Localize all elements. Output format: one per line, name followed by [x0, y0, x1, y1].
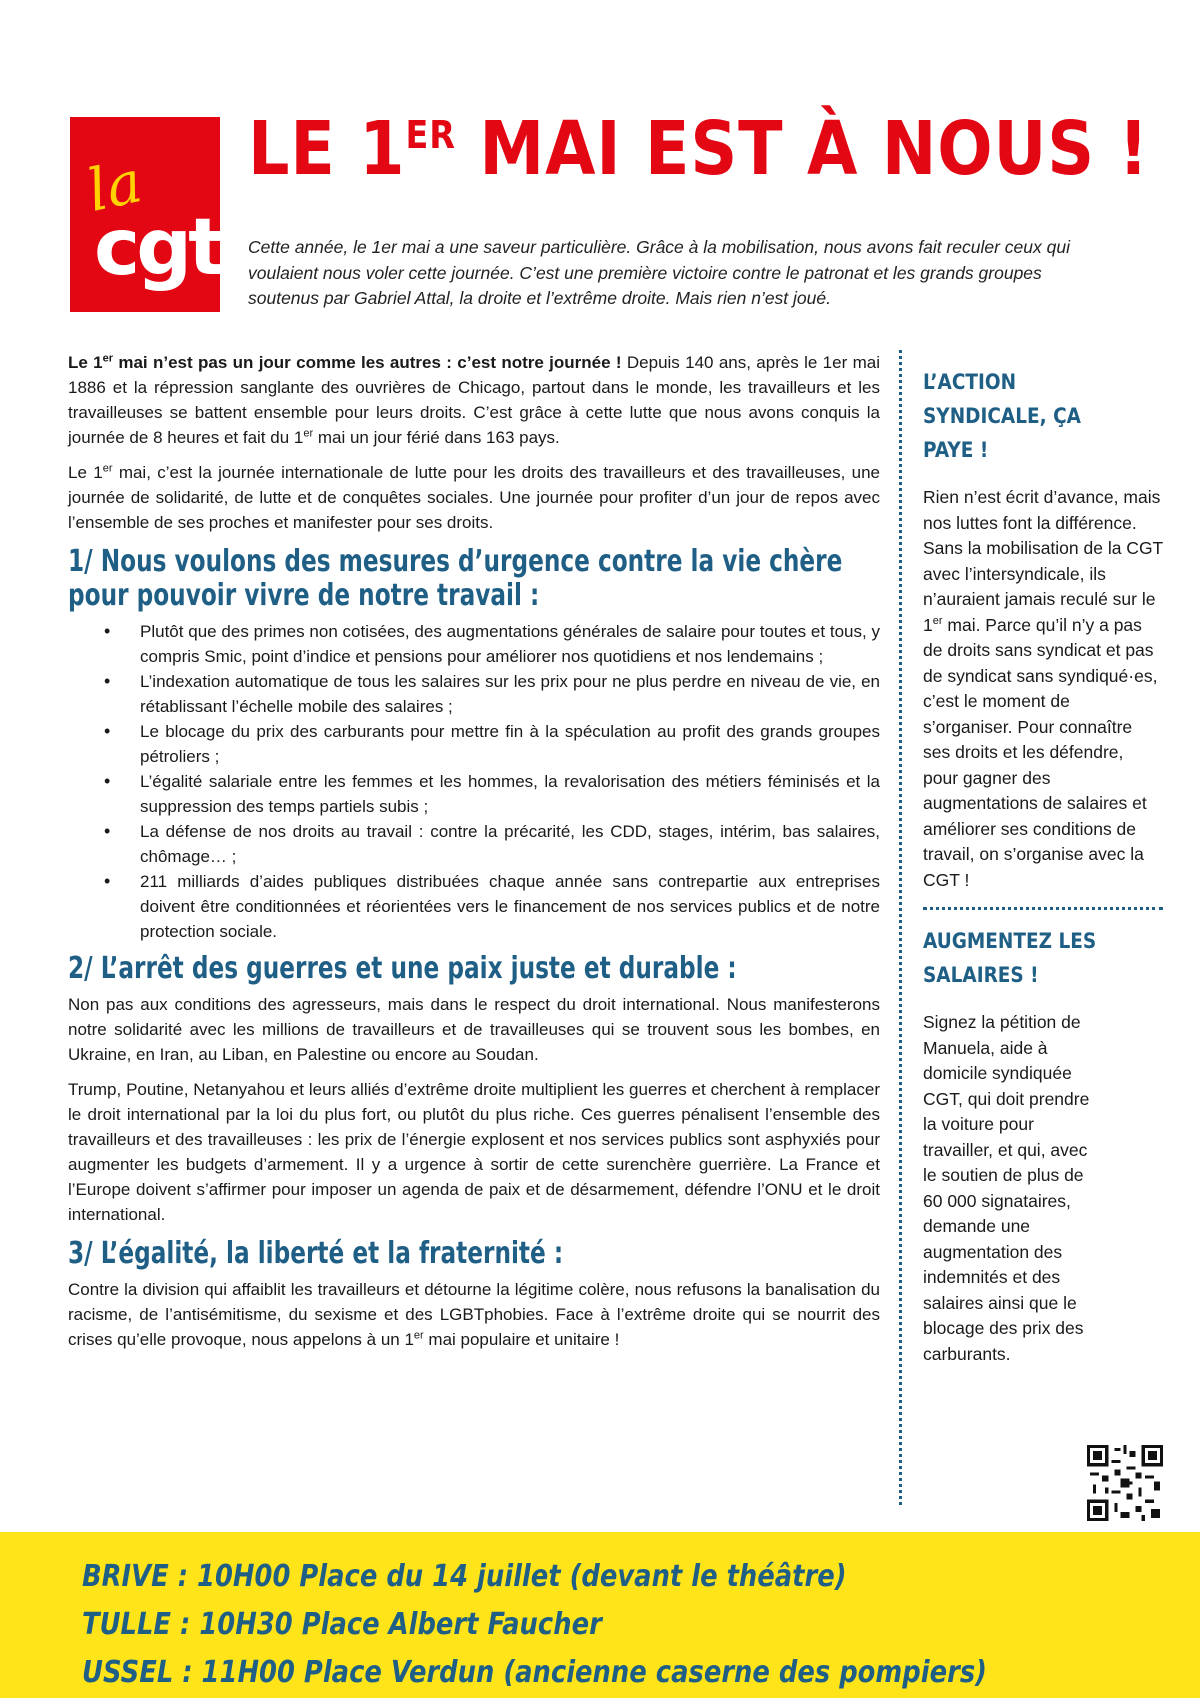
footer-line-ussel: USSEL : 11H00 Place Verdun (ancienne caserne des pompiers): [82, 1655, 987, 1690]
footer-banner: [0, 1532, 1200, 1698]
title-pre: LE 1: [248, 106, 406, 192]
sidebar-paragraph-2: Signez la pétition de Manuela, aide à domicile syndiquée CGT, qui doit prendre la voiture pour travailler, et qui, avec le soutien de plus de 60 000 signataires, demande une augmentation des indemnités et des salaires ainsi que le blocage des prix des carburants.: [923, 1012, 1090, 1364]
title-sup: ER: [405, 113, 456, 157]
logo-cgt: cgt: [94, 203, 222, 293]
paragraph-2: Le 1er mai, c’est la journée internationale de lutte pour les droits des travailleurs et des travailleuses, une journée de solidarité, de lutte et de conquêtes sociales. Une journée pour profiter d’un jour de repos avec l’ensemble de ses proches et manifester pour ses droits.: [68, 462, 880, 532]
intro-text: Cette année, le 1er mai a une saveur particulière. Grâce à la mobilisation, nous avons fait reculer ceux qui voulaient nous voler cette journée. C’est une première victoire contre le patronat et les grands groupes soutenus par Gabriel Attal, la droite et l’extrême droite. Mais rien n’est joué.: [248, 237, 1070, 308]
list-item: • 211 milliards d’aides publiques distribuées chaque année sans contrepartie aux entreprises doivent être conditionnées et réorientées vers le financement de nos services publics et de notre protection sociale.: [68, 869, 880, 944]
paragraph-1-lead: Le 1er mai n’est pas un jour comme les autres : c’est notre journée !: [68, 352, 622, 372]
sidebar-paragraph-1: Rien n’est écrit d’avance, mais nos luttes font la différence. Sans la mobilisation de la CGT avec l’intersyndicale, ils n’auraient jamais reculé sur le 1er mai. Parce qu’il n’y a pas de droits sans syndicat et pas de syndicat sans syndiqué·es, c’est le moment de s’organiser. Pour connaître ses droits et les défendre, pour gagner des augmentations de salaires et améliorer ses conditions de travail, on s’organise avec la CGT !: [923, 487, 1163, 890]
list-item: • La défense de nos droits au travail : contre la précarité, les CDD, stages, intérim, bas salaires, chômage… ;: [68, 819, 880, 869]
logo-la: la: [81, 147, 148, 225]
main-column: [68, 350, 880, 1362]
paragraph-5: Contre la division qui affaiblit les travailleurs et détourne la légitime colère, nous refusons la banalisation du racisme, de l’antisémitisme, du sexisme et des LGBTphobies. Face à l’extrême droite qui se nourrit des crises qu’elle provoque, nous appelons à un 1er mai populaire et unitaire !: [68, 1280, 880, 1349]
paragraph-3: Non pas aux conditions des agresseurs, mais dans le respect du droit international. Nous manifesterons notre solidarité avec les millions de travailleurs et de travailleuses qui se trouvent sous les bombes, en Ukraine, en Iran, au Liban, en Palestine ou encore au Soudan.: [68, 995, 880, 1064]
cgt-logo: [70, 117, 220, 312]
sidebar-heading-2: AUGMENTEZ LES SALAIRES !: [923, 929, 1097, 987]
paragraph-1: Le 1er mai n’est pas un jour comme les autres : c’est notre journée ! Depuis 140 ans, après le 1er mai 1886 et la répression sanglante des ouvrières de Chicago, partout dans le monde, les travailleurs et les travailleuses se battent ensemble pour leurs droits. C’est grâce à cette lutte que nous avons conquis la journée de 8 heures et fait du 1er mai un jour férié dans 163 pays.: [68, 352, 880, 447]
column-divider: [899, 350, 902, 1505]
list-item: • Le blocage du prix des carburants pour mettre fin à la spéculation au profit des grands groupes pétroliers ;: [68, 719, 880, 769]
footer-line-brive: BRIVE : 10H00 Place du 14 juillet (devant le théâtre): [82, 1559, 847, 1594]
footer-line-tulle: TULLE : 10H30 Place Albert Faucher: [82, 1607, 602, 1642]
demands-list: [68, 619, 880, 944]
list-item: • Plutôt que des primes non cotisées, des augmentations générales de salaire pour toutes et tous, y compris Smic, point d’indice et pensions pour améliorer nos quotidiens et nos lendemains ;: [68, 619, 880, 669]
sidebar: [923, 365, 1163, 1367]
paragraph-4: Trump, Poutine, Netanyahou et leurs alliés d’extrême droite multiplient les guerres et cherchent à remplacer le droit international par la loi du plus fort, ou plutôt du plus riche. Ces guerres pénalisent l’ensemble des travailleurs et des travailleuses : les prix de l’énergie explosent et nos services publics sont asphyxiés pour augmenter les budgets d’armement. Il y a urgence à sortir de cette surenchère guerrière. La France et l’Europe doivent s’affirmer pour imposer un agenda de paix et de désarmement, défendre l’ONU et le droit international.: [68, 1080, 880, 1224]
sidebar-divider: [923, 907, 1163, 910]
section-heading-1: 1/ Nous voulons des mesures d’urgence contre la vie chère pour pouvoir vivre de notre travail :: [68, 544, 843, 613]
qr-code-icon[interactable]: [1087, 1445, 1163, 1521]
title-post: MAI EST À NOUS !: [455, 106, 1150, 192]
page-title: [248, 106, 1150, 192]
section-heading-2: 2/ L’arrêt des guerres et une paix juste et durable :: [68, 951, 737, 986]
list-item: • L’indexation automatique de tous les salaires sur les prix pour ne plus perdre en niveau de vie, en rétablissant l’échelle mobile des salaires ;: [68, 669, 880, 719]
sidebar-heading-1: L’ACTION SYNDICALE, ÇA PAYE !: [923, 370, 1081, 462]
section-heading-3: 3/ L’égalité, la liberté et la fraternité :: [68, 1236, 564, 1271]
list-item: • L’égalité salariale entre les femmes et les hommes, la revalorisation des métiers féminisés et la suppression des temps partiels subis ;: [68, 769, 880, 819]
